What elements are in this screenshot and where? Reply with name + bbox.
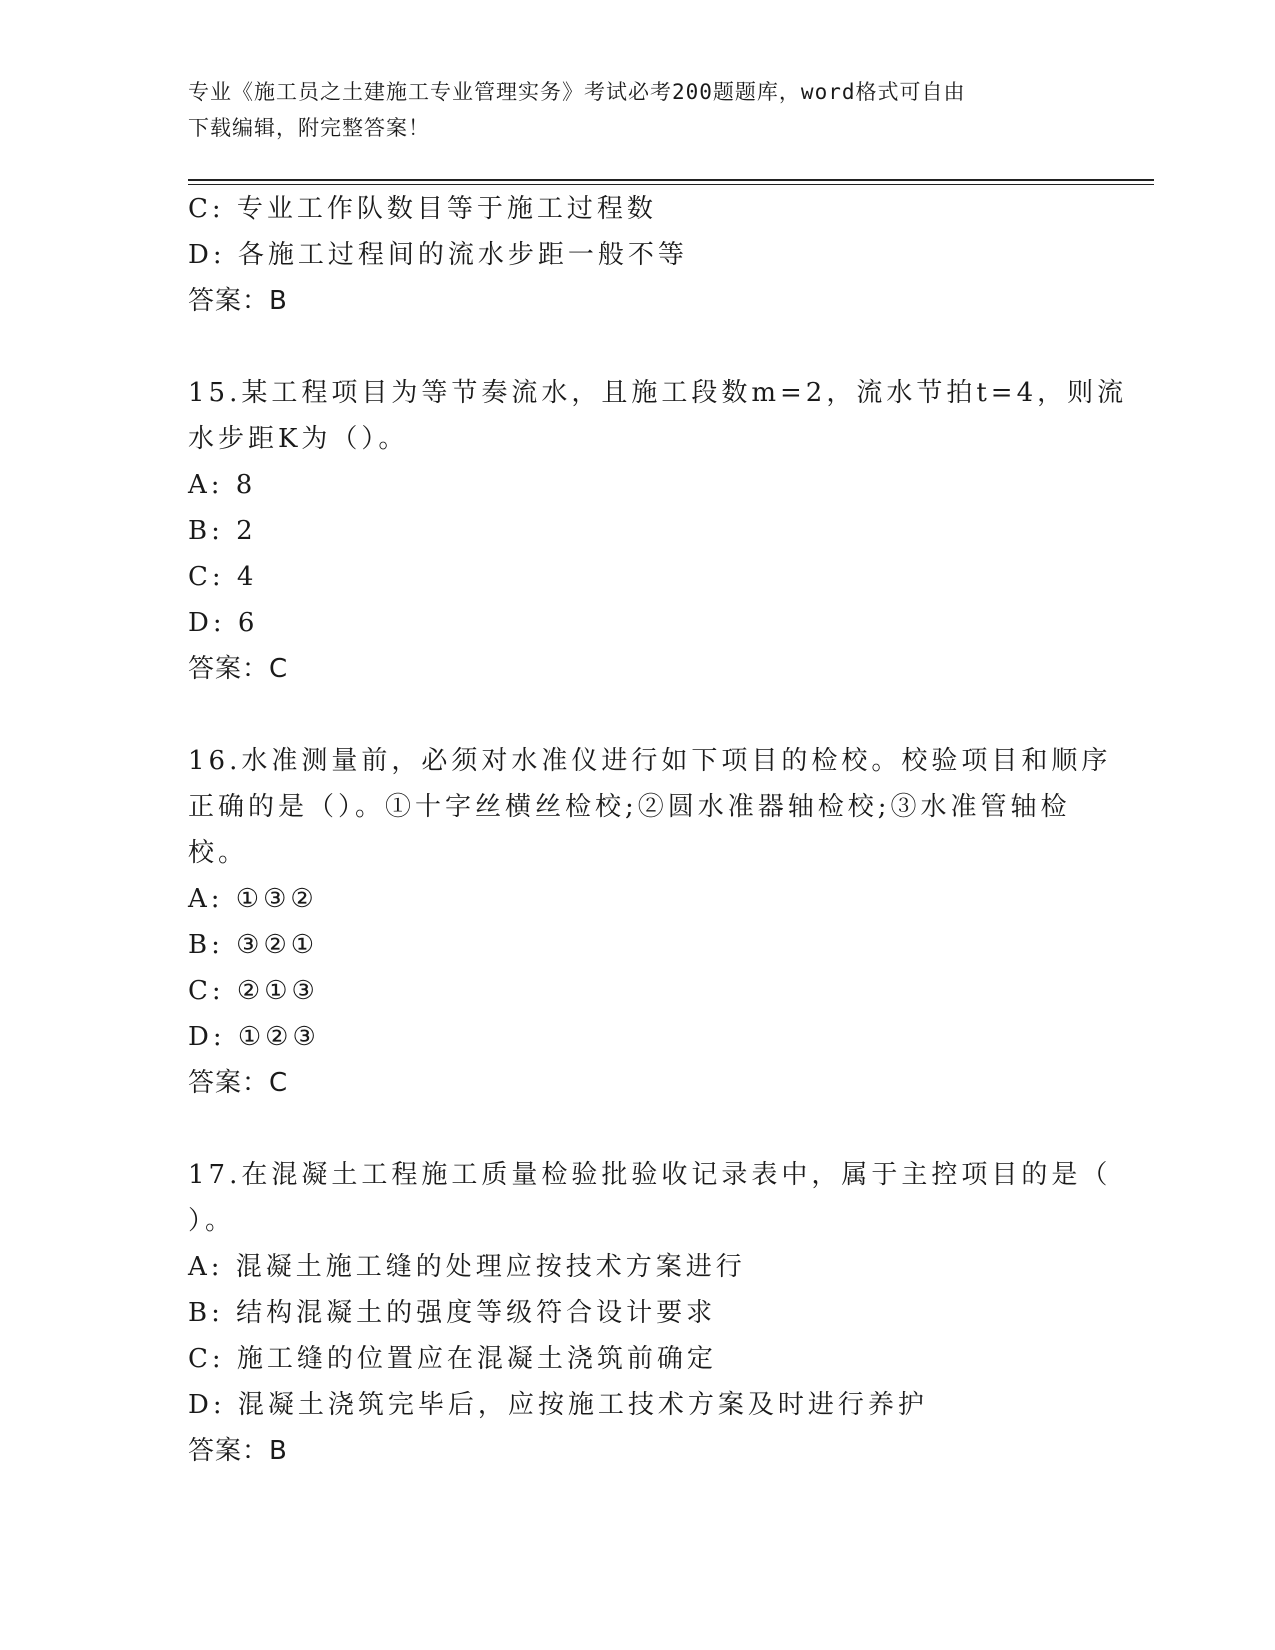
question-14-tail	[188, 186, 1088, 324]
question-stem-line: 17.在混凝土工程施工质量检验批验收记录表中，属于主控项目的是（	[188, 1160, 1112, 1190]
option-d: D: 6	[188, 608, 259, 638]
option-a: A: ①③②	[188, 884, 318, 914]
question-17	[188, 1152, 1112, 1474]
question-16	[188, 738, 1112, 1106]
header-divider-thin	[188, 184, 1154, 185]
option-d: D: ①②③	[188, 1022, 320, 1052]
document-header	[188, 74, 1088, 146]
option-c: C: 施工缝的位置应在混凝土浇筑前确定	[188, 1344, 717, 1374]
spacer	[188, 1106, 1088, 1152]
question-15	[188, 370, 1128, 692]
answer-line: 答案：C	[188, 1068, 289, 1098]
question-stem-line: ）。	[188, 1206, 236, 1236]
spacer	[188, 692, 1088, 738]
option-c: C: 4	[188, 562, 258, 592]
question-stem-line: 15.某工程项目为等节奏流水，且施工段数m=2，流水节拍t=4，则流	[188, 378, 1128, 408]
answer-line: 答案：C	[188, 654, 289, 684]
answer-line: 答案：B	[188, 1436, 288, 1466]
option-c: C: 专业工作队数目等于施工过程数	[188, 194, 657, 224]
option-d: D: 各施工过程间的流水步距一般不等	[188, 240, 688, 270]
header-line-2: 下载编辑，附完整答案！	[188, 116, 430, 140]
option-b: B: 2	[188, 516, 257, 546]
header-divider-thick	[188, 179, 1154, 181]
question-stem-line: 校。	[188, 838, 249, 868]
question-stem-line: 水步距K为（）。	[188, 424, 409, 454]
question-stem-line: 16.水准测量前，必须对水准仪进行如下项目的检校。校验项目和顺序	[188, 746, 1112, 776]
document-body	[188, 186, 1128, 1474]
option-b: B: 结构混凝土的强度等级符合设计要求	[188, 1298, 717, 1328]
question-stem-line: 正确的是（）。①十字丝横丝检校;②圆水准器轴检校;③水准管轴检	[188, 792, 1071, 822]
option-a: A: 8	[188, 470, 257, 500]
header-line-1: 专业《施工员之土建施工专业管理实务》考试必考200题题库，word格式可自由	[188, 80, 966, 104]
answer-line: 答案：B	[188, 286, 288, 316]
spacer	[188, 324, 1088, 370]
option-c: C: ②①③	[188, 976, 319, 1006]
option-a: A: 混凝土施工缝的处理应按技术方案进行	[188, 1252, 746, 1282]
option-b: B: ③②①	[188, 930, 319, 960]
option-d: D: 混凝土浇筑完毕后，应按施工技术方案及时进行养护	[188, 1390, 928, 1420]
